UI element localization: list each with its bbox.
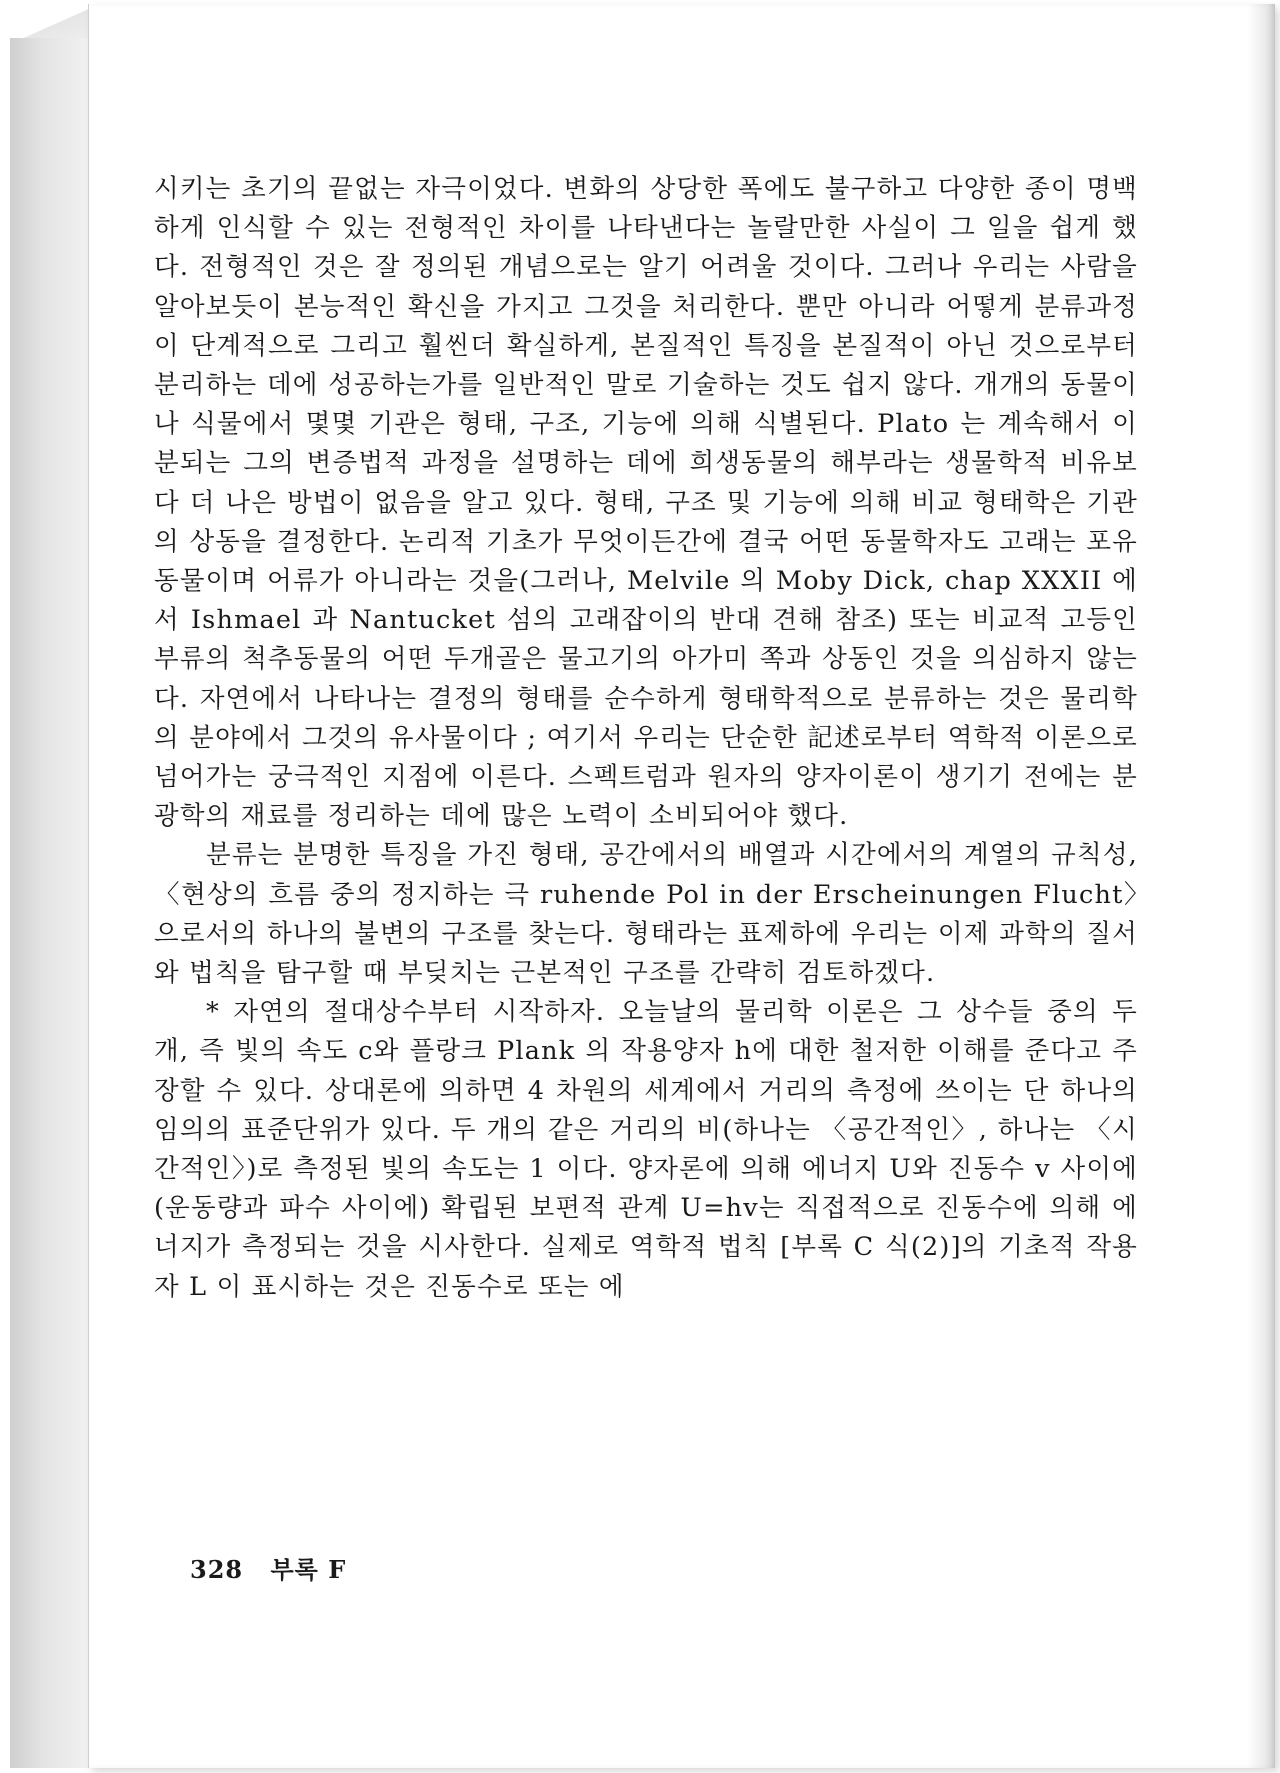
page-shadow xyxy=(1247,4,1275,1768)
paragraph-1: 시키는 초기의 끝없는 자극이었다. 변화의 상당한 폭에도 불구하고 다양한 종이 명백하게 인식할 수 있는 전형적인 차이를 나타낸다는 놀랄만한 사실이 그 일을 쉽게 했다. 전형적인 것은 잘 정의된 개념으로는 알기 어려울 것이다. 그러나 우리는 사람을 알아보듯이 본능적인 확신을 가지고 그것을 처리한다. 뿐만 아니라 어떻게 분류과정이 단계적으로 그리고 훨씬더 확실하게, 본질적인 특징을 본질적이 아닌 것으로부터 분리하는 데에 성공하는가를 일반적인 말로 기술하는 것도 쉽지 않다. 개개의 동물이나 식물에서 몇몇 기관은 형태, 구조, 기능에 의해 식별된다. Plato 는 계속해서 이분되는 그의 변증법적 과정을 설명하는 데에 희생동물의 해부라는 생물학적 비유보다 더 나은 방법이 없음을 알고 있다. 형태, 구조 및 기능에 의해 비교 형태학은 기관의 상동을 결정한다. 논리적 기초가 무엇이든간에 결국 어떤 동물학자도 고래는 포유동물이며 어류가 아니라는 것을(그러나, Melvile 의 Moby Dick, chap XXXII 에서 Ishmael 과 Nantucket 섬의 고래잡이의 반대 견해 참조) 또는 비교적 고등인 부류의 척추동물의 어떤 두개골은 물고기의 아가미 쪽과 상동인 것을 의심하지 않는다. 자연에서 나타나는 결정의 형태를 순수하게 형태학적으로 분류하는 것은 물리학의 분야에서 그것의 유사물이다 ; 여기서 우리는 단순한 記述로부터 역학적 이론으로 넘어가는 궁극적인 지점에 이른다. 스펙트럼과 원자의 양자이론이 생기기 전에는 분광학의 재료를 정리하는 데에 많은 노력이 소비되어야 했다. xyxy=(154,174,1138,832)
paragraph-3: * 자연의 절대상수부터 시작하자. 오늘날의 물리학 이론은 그 상수들 중의 두 개, 즉 빛의 속도 c와 플랑크 Plank 의 작용양자 h에 대한 철저한 이해를 준다고 주장할 수 있다. 상대론에 의하면 4 차원의 세계에서 거리의 측정에 쓰이는 단 하나의 임의의 표준단위가 있다. 두 개의 같은 거리의 비(하나는 〈공간적인〉, 하나는 〈시간적인〉)로 측정된 빛의 속도는 1 이다. 양자론에 의해 에너지 U와 진동수 v 사이에 (운동량과 파수 사이에) 확립된 보편적 관계 U=hv는 직접적으로 진동수에 의해 에너지가 측정되는 것을 시사한다. 실제로 역학적 법칙 [부록 C 식(2)]의 기초적 작용자 L 이 표시하는 것은 진동수로 또는 에 xyxy=(154,997,1138,1302)
body-text xyxy=(154,170,1138,1307)
page-footer xyxy=(190,1550,364,1585)
section-label: 부록 F xyxy=(270,1555,347,1584)
page-number: 328 xyxy=(190,1555,244,1584)
paragraph-2: 분류는 분명한 특징을 가진 형태, 공간에서의 배열과 시간에서의 계열의 규칙성, 〈현상의 흐름 중의 정지하는 극 ruhende Pol in der Erscheinungen Flucht〉으로서의 하나의 불변의 구조를 찾는다. 형태라는 표제하에 우리는 이제 과학의 질서와 법칙을 탐구할 때 부딪치는 근본적인 구조를 간략히 검토하겠다. xyxy=(154,840,1138,989)
book-side-edge xyxy=(10,38,90,1768)
